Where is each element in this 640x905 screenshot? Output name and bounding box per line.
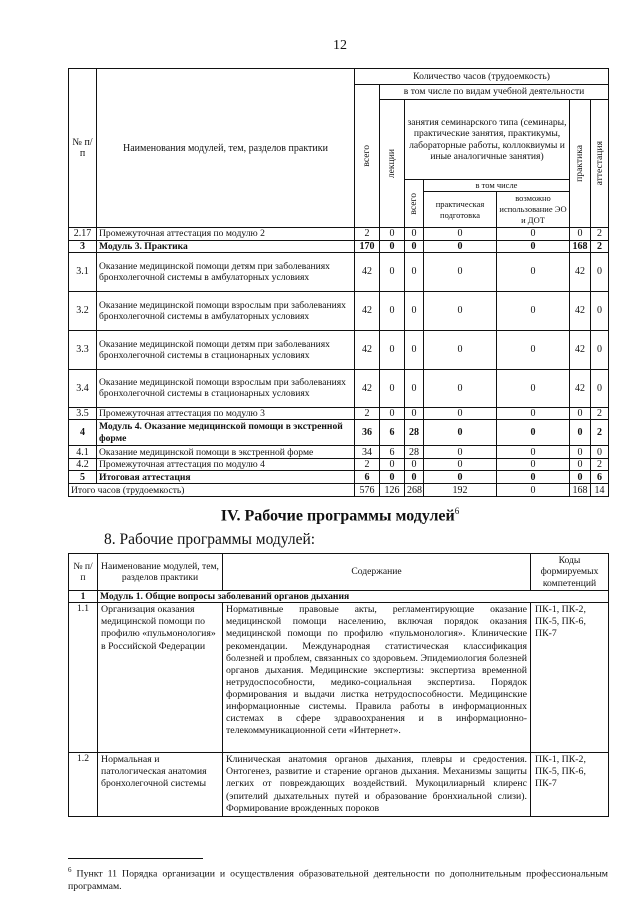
row-codes: ПК-1, ПК-2, ПК-5, ПК-6, ПК-7	[531, 603, 609, 753]
attestation-cell: 2	[591, 228, 609, 240]
table-row	[69, 420, 609, 446]
total-cell: 42	[355, 369, 380, 407]
total-seminar-cell: 268	[405, 484, 424, 497]
header-including: в том числе	[424, 180, 570, 192]
eo-cell: 0	[497, 240, 570, 252]
seminar-total-cell: 0	[405, 240, 424, 252]
header-seminars: занятия семинарского типа (семинары, практические занятия, практикумы, лабораторные работы, коллоквиумы и иные аналогичные занятия)	[405, 100, 570, 180]
table-row	[69, 446, 609, 459]
header-including-types: в том числе по видам учебной деятельности	[380, 85, 609, 100]
header-num: № п/ п	[69, 69, 97, 228]
row-name: Оказание медицинской помощи взрослым при заболеваниях бронхолегочной системы в амбулаторных условиях	[97, 291, 355, 330]
practice-cell: 0	[570, 228, 591, 240]
practical-cell: 0	[424, 446, 497, 459]
row-name: Оказание медицинской помощи взрослым при заболеваниях бронхолегочной системы в стационарных условиях	[97, 369, 355, 407]
header-name: Наименование модулей, тем, разделов практики	[98, 554, 223, 591]
module-title: Модуль 1. Общие вопросы заболеваний органов дыхания	[98, 591, 609, 603]
eo-cell: 0	[497, 446, 570, 459]
row-name: Итоговая аттестация	[97, 471, 355, 484]
row-content: Клиническая анатомия органов дыхания, плевры и средостения. Онтогенез, развитие и старение органов дыхания. Механизмы защиты легких от повреждающих воздействий. Мукоцилиарный клиренс (эпителий дыхательных путей и образование бронхиальной слизи). Формирование врожденных пороков	[223, 753, 531, 816]
header-hours-total: Количество часов (трудоемкость)	[355, 69, 609, 85]
row-num: 5	[69, 471, 97, 484]
total-cell: 36	[355, 420, 380, 446]
practice-cell: 42	[570, 252, 591, 291]
footnote	[68, 864, 608, 893]
row-num: 4.1	[69, 446, 97, 459]
row-num: 2.17	[69, 228, 97, 240]
total-cell: 42	[355, 291, 380, 330]
attestation-cell: 2	[591, 407, 609, 419]
row-num: 4	[69, 420, 97, 446]
seminar-total-cell: 0	[405, 459, 424, 471]
seminar-total-cell: 0	[405, 407, 424, 419]
header-eo-dot: возможно использование ЭО и ДОТ	[497, 192, 570, 228]
attestation-cell: 6	[591, 471, 609, 484]
total-label: Итого часов (трудоемкость)	[69, 484, 355, 497]
total-cell: 576	[355, 484, 380, 497]
total-attestation-cell: 14	[591, 484, 609, 497]
practice-cell: 0	[570, 459, 591, 471]
practice-cell: 42	[570, 291, 591, 330]
row-num: 3.1	[69, 252, 97, 291]
header-attestation: аттестация	[591, 100, 609, 228]
attestation-cell: 0	[591, 291, 609, 330]
seminar-total-cell: 0	[405, 228, 424, 240]
page-number: 12	[333, 38, 347, 53]
row-name: Нормальная и патологическая анатомия бронхолегочной системы	[98, 753, 223, 816]
attestation-cell: 0	[591, 252, 609, 291]
header-practical-training: практическая подготовка	[424, 192, 497, 228]
eo-cell: 0	[497, 471, 570, 484]
row-num: 1.2	[69, 753, 98, 816]
row-codes: ПК-1, ПК-2, ПК-5, ПК-6, ПК-7	[531, 753, 609, 816]
lectures-cell: 0	[380, 459, 405, 471]
table-row	[69, 369, 609, 407]
header-content: Содержание	[223, 554, 531, 591]
row-num: 3.2	[69, 291, 97, 330]
practice-cell: 0	[570, 446, 591, 459]
programs-table	[68, 553, 609, 817]
practice-cell: 0	[570, 471, 591, 484]
attestation-cell: 2	[591, 420, 609, 446]
eo-cell: 0	[497, 420, 570, 446]
row-num: 3.3	[69, 330, 97, 369]
practical-cell: 0	[424, 228, 497, 240]
practical-cell: 0	[424, 252, 497, 291]
eo-cell: 0	[497, 252, 570, 291]
table-row	[69, 407, 609, 419]
lectures-cell: 0	[380, 291, 405, 330]
attestation-cell: 2	[591, 459, 609, 471]
row-name: Модуль 4. Оказание медицинской помощи в экстренной форме	[97, 420, 355, 446]
eo-cell: 0	[497, 459, 570, 471]
eo-cell: 0	[497, 291, 570, 330]
row-name: Промежуточная аттестация по модулю 2	[97, 228, 355, 240]
total-cell: 2	[355, 407, 380, 419]
eo-cell: 0	[497, 407, 570, 419]
row-num: 3.4	[69, 369, 97, 407]
section-title: IV. Рабочие программы модулей$^6$	[220, 506, 460, 525]
subsection-title: 8. Рабочие программы модулей:	[104, 531, 316, 548]
eo-cell: 0	[497, 330, 570, 369]
lectures-cell: 0	[380, 240, 405, 252]
attestation-cell: 0	[591, 330, 609, 369]
total-cell: 34	[355, 446, 380, 459]
practical-cell: 0	[424, 420, 497, 446]
total-cell: 42	[355, 252, 380, 291]
lectures-cell: 0	[380, 471, 405, 484]
seminar-total-cell: 28	[405, 446, 424, 459]
total-cell: 2	[355, 459, 380, 471]
row-name: Промежуточная аттестация по модулю 3	[97, 407, 355, 419]
seminar-total-cell: 0	[405, 291, 424, 330]
practical-cell: 0	[424, 407, 497, 419]
practical-cell: 0	[424, 471, 497, 484]
header-practice: практика	[570, 100, 591, 228]
table-row	[69, 240, 609, 252]
row-name: Модуль 3. Практика	[97, 240, 355, 252]
practical-cell: 0	[424, 330, 497, 369]
module-num: 1	[69, 591, 98, 603]
table-row	[69, 753, 609, 816]
seminar-total-cell: 28	[405, 420, 424, 446]
header-name: Наименования модулей, тем, разделов практики	[97, 69, 355, 228]
attestation-cell: 0	[591, 369, 609, 407]
row-num: 4.2	[69, 459, 97, 471]
attestation-cell: 0	[591, 446, 609, 459]
total-eo-cell: 0	[497, 484, 570, 497]
header-seminar-total: всего	[405, 180, 424, 228]
header-codes: Коды формируемых компетенций	[531, 554, 609, 591]
row-num: 1.1	[69, 603, 98, 753]
table-row	[69, 252, 609, 291]
lectures-cell: 6	[380, 446, 405, 459]
practice-cell: 168	[570, 240, 591, 252]
header-lectures: лекции	[380, 100, 405, 228]
total-cell: 2	[355, 228, 380, 240]
row-num: 3	[69, 240, 97, 252]
eo-cell: 0	[497, 228, 570, 240]
lectures-cell: 6	[380, 420, 405, 446]
practice-cell: 42	[570, 330, 591, 369]
lectures-cell: 0	[380, 330, 405, 369]
table-row	[69, 603, 609, 753]
hours-table	[68, 68, 609, 497]
row-content: Нормативные правовые акты, регламентирующие оказание медицинской помощи населению, включая порядок оказания медицинской помощи по профилю «пульмонология». Клинические рекомендации. Международная статистическая классификация болезней и проблем, связанных со здоровьем. Эпидемиология болезней органов дыхания. Медицинские экспертизы: экспертиза временной нетрудоспособности, медико-социальная экспертиза. Порядок формирования и выдачи листка нетрудоспособности. Медицинские информационные системы. Правила работы в информационных системах в сфере здравоохранения и в информационно-телекоммуникационной сети «Интернет».	[223, 603, 531, 753]
eo-cell: 0	[497, 369, 570, 407]
practical-cell: 0	[424, 240, 497, 252]
row-name: Оказание медицинской помощи в экстренной форме	[97, 446, 355, 459]
practice-cell: 42	[570, 369, 591, 407]
practice-cell: 0	[570, 420, 591, 446]
row-name: Промежуточная аттестация по модулю 4	[97, 459, 355, 471]
total-cell: 170	[355, 240, 380, 252]
total-row	[69, 484, 609, 497]
attestation-cell: 2	[591, 240, 609, 252]
row-name: Организация оказания медицинской помощи по профилю «пульмонология» в Российской Федерации	[98, 603, 223, 753]
practical-cell: 0	[424, 369, 497, 407]
footnote-number: 6	[68, 866, 72, 874]
table-row	[69, 471, 609, 484]
footnote-text: Пункт 11 Порядка организации и осуществления образовательной деятельности по дополнительным профессиональным программам.	[68, 868, 609, 892]
lectures-cell: 0	[380, 407, 405, 419]
total-cell: 6	[355, 471, 380, 484]
table-row	[69, 291, 609, 330]
footnote-divider	[68, 858, 203, 859]
seminar-total-cell: 0	[405, 252, 424, 291]
table-row	[69, 459, 609, 471]
row-name: Оказание медицинской помощи детям при заболеваниях бронхолегочной системы в амбулаторных условиях	[97, 252, 355, 291]
header-total: всего	[355, 85, 380, 228]
practical-cell: 0	[424, 459, 497, 471]
seminar-total-cell: 0	[405, 330, 424, 369]
table-row	[69, 330, 609, 369]
total-cell: 42	[355, 330, 380, 369]
total-lectures-cell: 126	[380, 484, 405, 497]
header-num: № п/п	[69, 554, 98, 591]
lectures-cell: 0	[380, 252, 405, 291]
row-num: 3.5	[69, 407, 97, 419]
footnote-mark: 6	[454, 506, 460, 516]
practical-cell: 0	[424, 291, 497, 330]
seminar-total-cell: 0	[405, 369, 424, 407]
practice-cell: 0	[570, 407, 591, 419]
lectures-cell: 0	[380, 228, 405, 240]
row-name: Оказание медицинской помощи детям при заболеваниях бронхолегочной системы в стационарных условиях	[97, 330, 355, 369]
seminar-total-cell: 0	[405, 471, 424, 484]
total-practice-cell: 168	[570, 484, 591, 497]
total-practical-cell: 192	[424, 484, 497, 497]
lectures-cell: 0	[380, 369, 405, 407]
table-row	[69, 228, 609, 240]
